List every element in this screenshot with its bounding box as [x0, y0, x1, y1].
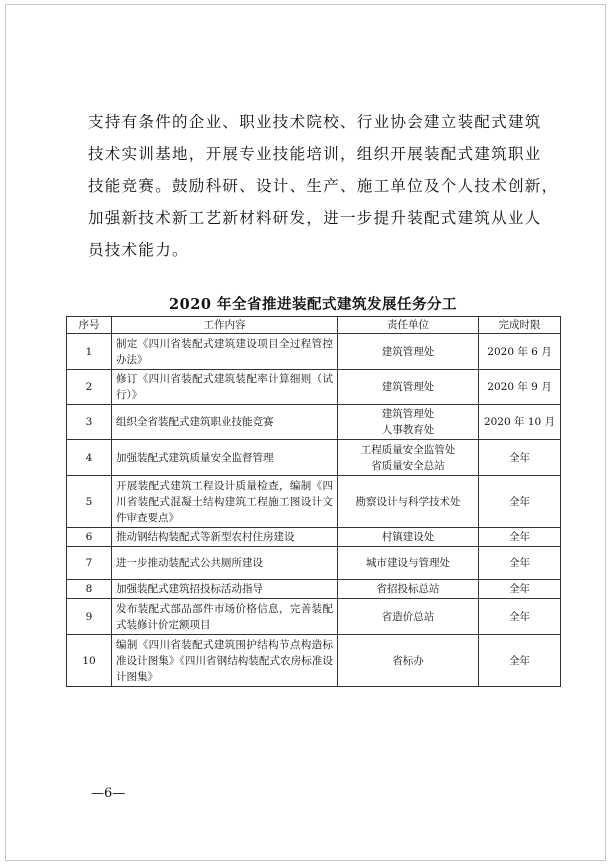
- row-deadline: 全年: [479, 635, 561, 687]
- paragraph-line: 支持有条件的企业、职业技术院校、行业协会建立装配式建筑: [88, 113, 542, 131]
- row-deadline: 全年: [479, 528, 561, 547]
- table-row: [67, 370, 561, 405]
- row-work-content: 推动钢结构装配式等新型农村住房建设: [112, 528, 338, 547]
- row-responsible-unit: [338, 440, 479, 476]
- header-time: 完成时限: [479, 317, 561, 334]
- row-work-content: 制定《四川省装配式建筑建设项目全过程管控办法》: [112, 334, 338, 370]
- row-number: 8: [67, 580, 112, 599]
- unit-name: 建筑管理处: [381, 381, 435, 393]
- row-deadline: 全年: [479, 440, 561, 476]
- row-responsible-unit: [338, 599, 479, 635]
- unit-name: 建筑管理处: [381, 408, 435, 420]
- row-work-content: 组织全省装配式建筑职业技能竞赛: [112, 405, 338, 440]
- unit-name: 建筑管理处: [381, 345, 435, 358]
- row-responsible-unit: [338, 334, 479, 370]
- row-number: 1: [67, 334, 112, 370]
- row-work-content: 修订《四川省装配式建筑装配率计算细则（试行）》: [112, 370, 338, 405]
- body-paragraph: [88, 106, 559, 266]
- table-header-row: [67, 317, 561, 334]
- row-work-content: 加强装配式建筑质量安全监督管理: [112, 440, 338, 476]
- row-responsible-unit: [338, 405, 479, 440]
- row-deadline: 全年: [479, 580, 561, 599]
- header-no: 序号: [67, 317, 112, 334]
- row-number: 10: [67, 635, 112, 687]
- unit-name: 城市建设与管理处: [366, 557, 450, 569]
- unit-name: 人事教育处: [381, 424, 435, 436]
- unit-name: 勘察设计与科学技术处: [355, 495, 461, 508]
- row-number: 3: [67, 405, 112, 440]
- paragraph-line: 加强新技术新工艺新材料研发，进一步提升装配式建筑从业人: [88, 209, 542, 227]
- unit-name: 省造价总站: [381, 610, 435, 623]
- unit-name: 省招投标总站: [376, 583, 440, 595]
- row-work-content: 编制《四川省装配式建筑围护结构节点构造标准设计图集》《四川省钢结构装配式农房标准设计图集》: [112, 635, 338, 687]
- table-row: [67, 528, 561, 547]
- table-title: 2020 年全省推进装配式建筑发展任务分工: [169, 296, 457, 313]
- page-number: —6—: [91, 786, 126, 801]
- row-responsible-unit: [338, 547, 479, 580]
- table-row: [67, 635, 561, 687]
- row-deadline: 2020 年 10 月: [479, 405, 561, 440]
- row-deadline: 全年: [479, 547, 561, 580]
- row-work-content: 开展装配式建筑工程设计质量检查，编制《四川省装配式混凝土结构建筑工程施工图设计文件审查要点》: [112, 476, 338, 528]
- row-number: 6: [67, 528, 112, 547]
- row-responsible-unit: [338, 528, 479, 547]
- table-row: [67, 580, 561, 599]
- table-row: [67, 334, 561, 370]
- paragraph-line: 技术实训基地，开展专业技能培训，组织开展装配式建筑职业: [88, 145, 542, 163]
- header-unit: 责任单位: [338, 317, 479, 334]
- header-work: 工作内容: [112, 317, 338, 334]
- row-responsible-unit: [338, 476, 479, 528]
- row-deadline: 全年: [479, 599, 561, 635]
- table-row: [67, 440, 561, 476]
- unit-name: 省质量安全总站: [371, 459, 445, 472]
- row-number: 7: [67, 547, 112, 580]
- row-deadline: 2020 年 6 月: [479, 334, 561, 370]
- table-row: [67, 476, 561, 528]
- table-row: [67, 547, 561, 580]
- row-work-content: 进一步推动装配式公共厕所建设: [112, 547, 338, 580]
- row-deadline: 全年: [479, 476, 561, 528]
- row-deadline: 2020 年 9 月: [479, 370, 561, 405]
- table-row: [67, 599, 561, 635]
- table-row: [67, 405, 561, 440]
- unit-name: 省标办: [392, 654, 424, 667]
- unit-name: 村镇建设处: [381, 531, 435, 543]
- paragraph-line: 技能竞赛。鼓励科研、设计、生产、施工单位及个人技术创新，: [88, 177, 559, 195]
- row-number: 9: [67, 599, 112, 635]
- row-number: 5: [67, 476, 112, 528]
- row-responsible-unit: [338, 635, 479, 687]
- row-number: 4: [67, 440, 112, 476]
- task-table-body: [67, 334, 561, 687]
- unit-name: 工程质量安全监管处: [360, 443, 456, 456]
- row-work-content: 加强装配式建筑招投标活动指导: [112, 580, 338, 599]
- paragraph-line: 员技术能力。: [88, 241, 189, 259]
- task-table: [66, 316, 561, 687]
- row-responsible-unit: [338, 370, 479, 405]
- row-work-content: 发布装配式部品部件市场价格信息，完善装配式装修计价定额项目: [112, 599, 338, 635]
- row-responsible-unit: [338, 580, 479, 599]
- row-number: 2: [67, 370, 112, 405]
